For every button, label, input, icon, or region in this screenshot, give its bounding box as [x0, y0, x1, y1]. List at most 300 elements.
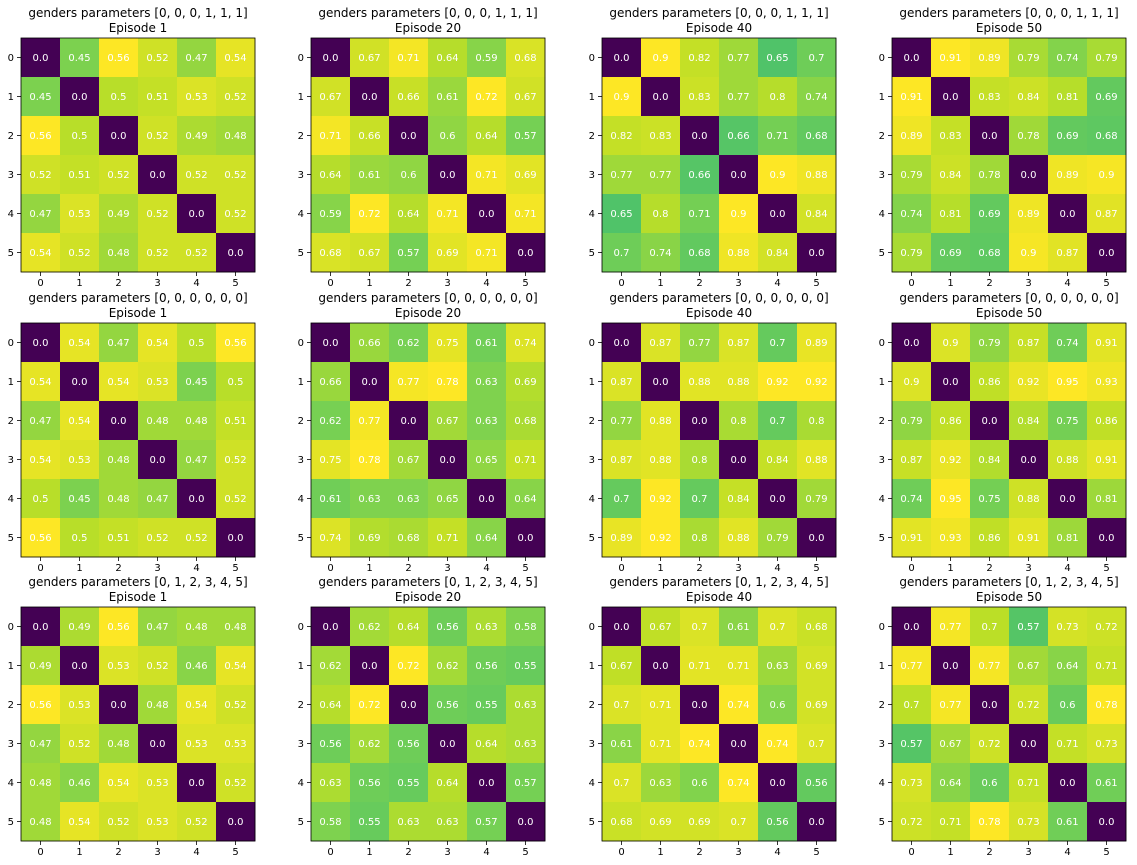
- cell-value-label: 0.54: [68, 416, 91, 427]
- cell-value-label: 0.52: [107, 817, 130, 828]
- panel-subtitle: Episode 20: [394, 21, 462, 35]
- cell-value-label: 0.93: [939, 533, 962, 544]
- y-tick-label: 2: [878, 416, 885, 427]
- panel-subtitle: Episode 1: [108, 306, 168, 320]
- cell-value-label: 0.53: [185, 92, 208, 103]
- x-tick-label: 0: [618, 847, 625, 858]
- cell-value-label: 0.0: [613, 622, 630, 633]
- cell-value-label: 0.54: [68, 817, 91, 828]
- cell-value-label: 0.52: [224, 170, 247, 181]
- cell-value-label: 0.74: [727, 778, 750, 789]
- y-tick-label: 2: [588, 700, 595, 711]
- x-tick-label: 4: [483, 278, 490, 289]
- y-tick-label: 1: [7, 92, 14, 103]
- cell-value-label: 0.48: [107, 494, 130, 505]
- cell-value-label: 0.0: [71, 377, 88, 388]
- cell-value-label: 0.8: [808, 416, 825, 427]
- cell-value-label: 0.79: [1017, 53, 1040, 64]
- cell-value-label: 0.52: [146, 533, 169, 544]
- y-tick-label: 1: [297, 661, 304, 672]
- cell-value-label: 0.53: [185, 739, 208, 750]
- heatmap-panel: [879, 6, 1127, 289]
- y-tick-label: 1: [588, 92, 595, 103]
- x-tick-label: 0: [618, 278, 625, 289]
- cell-value-label: 0.92: [939, 455, 962, 466]
- cell-value-label: 0.67: [436, 416, 459, 427]
- panel-title: genders parameters [0, 1, 2, 3, 4, 5]: [899, 575, 1119, 589]
- x-tick-label: 1: [366, 563, 373, 574]
- panel-subtitle: Episode 50: [975, 590, 1043, 604]
- panel-subtitle: Episode 1: [108, 590, 168, 604]
- cell-value-label: 0.71: [939, 817, 962, 828]
- x-tick-label: 2: [405, 278, 412, 289]
- cell-value-label: 0.49: [185, 131, 208, 142]
- cell-value-label: 0.56: [358, 778, 381, 789]
- cell-value-label: 0.0: [110, 700, 127, 711]
- cell-value-label: 0.7: [769, 622, 786, 633]
- cell-value-label: 0.77: [727, 92, 750, 103]
- panel-title: genders parameters [0, 0, 0, 1, 1, 1]: [899, 6, 1119, 20]
- y-tick-label: 2: [878, 131, 885, 142]
- cell-value-label: 0.0: [981, 131, 998, 142]
- cell-value-label: 0.0: [188, 778, 205, 789]
- x-tick-label: 2: [405, 847, 412, 858]
- x-tick-label: 1: [657, 847, 664, 858]
- cell-value-label: 0.56: [107, 622, 130, 633]
- cell-value-label: 0.0: [517, 817, 534, 828]
- cell-value-label: 0.73: [1056, 622, 1079, 633]
- cell-value-label: 0.66: [319, 377, 342, 388]
- cell-value-label: 0.53: [146, 817, 169, 828]
- cell-value-label: 0.78: [1095, 700, 1118, 711]
- cell-value-label: 0.0: [149, 455, 166, 466]
- cell-value-label: 0.78: [978, 170, 1001, 181]
- cell-value-label: 0.71: [319, 131, 342, 142]
- cell-value-label: 0.79: [978, 338, 1001, 349]
- y-tick-label: 1: [878, 377, 885, 388]
- cell-value-label: 0.77: [939, 622, 962, 633]
- cell-value-label: 0.6: [439, 131, 456, 142]
- x-tick-label: 2: [115, 563, 122, 574]
- cell-value-label: 0.74: [900, 494, 923, 505]
- y-tick-label: 4: [878, 209, 885, 220]
- cell-value-label: 0.68: [610, 817, 633, 828]
- cell-value-label: 0.51: [107, 533, 130, 544]
- y-tick-label: 5: [878, 248, 885, 259]
- cell-value-label: 0.91: [1095, 338, 1118, 349]
- cell-value-label: 0.63: [397, 494, 420, 505]
- cell-value-label: 0.63: [514, 739, 537, 750]
- panel-title: genders parameters [0, 0, 0, 0, 0, 0]: [318, 291, 538, 305]
- heatmap-panel: [8, 291, 256, 574]
- cell-value-label: 0.53: [107, 661, 130, 672]
- cell-value-label: 0.77: [610, 416, 633, 427]
- cell-value-label: 0.65: [766, 53, 789, 64]
- cell-value-label: 0.63: [649, 778, 672, 789]
- cell-value-label: 0.71: [514, 455, 537, 466]
- y-tick-label: 1: [297, 377, 304, 388]
- cell-value-label: 0.71: [688, 661, 711, 672]
- cell-value-label: 0.88: [1056, 455, 1079, 466]
- x-tick-label: 1: [947, 278, 954, 289]
- cell-value-label: 0.69: [649, 817, 672, 828]
- cell-value-label: 0.65: [610, 209, 633, 220]
- cell-value-label: 0.48: [107, 739, 130, 750]
- cell-value-label: 0.54: [107, 377, 130, 388]
- cell-value-label: 0.45: [68, 494, 91, 505]
- cell-value-label: 0.64: [397, 622, 420, 633]
- x-tick-label: 5: [232, 563, 239, 574]
- cell-value-label: 0.67: [319, 92, 342, 103]
- cell-value-label: 0.45: [29, 92, 52, 103]
- cell-value-label: 0.72: [1017, 700, 1040, 711]
- x-tick-label: 4: [774, 563, 781, 574]
- cell-value-label: 0.52: [224, 700, 247, 711]
- cell-value-label: 0.54: [224, 53, 247, 64]
- cell-value-label: 0.71: [649, 739, 672, 750]
- cell-value-label: 0.88: [727, 377, 750, 388]
- cell-value-label: 0.0: [691, 131, 708, 142]
- cell-value-label: 0.59: [475, 53, 498, 64]
- cell-value-label: 0.95: [1056, 377, 1079, 388]
- cell-value-label: 0.74: [514, 338, 537, 349]
- cell-value-label: 0.0: [1059, 778, 1076, 789]
- panel-title: genders parameters [0, 0, 0, 0, 0, 0]: [899, 291, 1119, 305]
- heatmap-panel: [879, 291, 1127, 574]
- x-tick-label: 1: [657, 278, 664, 289]
- cell-value-label: 0.68: [397, 533, 420, 544]
- cell-value-label: 0.91: [900, 533, 923, 544]
- cell-value-label: 0.93: [1095, 377, 1118, 388]
- cell-value-label: 0.77: [688, 338, 711, 349]
- cell-value-label: 0.62: [319, 661, 342, 672]
- cell-value-label: 0.72: [397, 661, 420, 672]
- y-tick-label: 0: [588, 53, 595, 64]
- y-tick-label: 5: [297, 533, 304, 544]
- cell-value-label: 0.0: [149, 739, 166, 750]
- cell-value-label: 0.71: [766, 131, 789, 142]
- x-tick-label: 1: [366, 847, 373, 858]
- y-tick-label: 3: [7, 739, 14, 750]
- y-tick-label: 0: [7, 338, 14, 349]
- x-tick-label: 0: [37, 847, 44, 858]
- x-tick-label: 1: [76, 847, 83, 858]
- cell-value-label: 0.45: [68, 53, 91, 64]
- cell-value-label: 0.88: [688, 377, 711, 388]
- cell-value-label: 0.72: [475, 92, 498, 103]
- cell-value-label: 0.0: [769, 778, 786, 789]
- cell-value-label: 0.0: [32, 622, 49, 633]
- x-tick-label: 3: [735, 563, 742, 574]
- cell-value-label: 0.67: [358, 248, 381, 259]
- cell-value-label: 0.47: [29, 416, 52, 427]
- cell-value-label: 0.63: [475, 622, 498, 633]
- y-tick-label: 5: [878, 817, 885, 828]
- y-tick-label: 4: [588, 494, 595, 505]
- y-tick-label: 5: [878, 533, 885, 544]
- cell-value-label: 0.74: [900, 209, 923, 220]
- cell-value-label: 0.81: [1056, 533, 1079, 544]
- cell-value-label: 0.0: [1059, 209, 1076, 220]
- cell-value-label: 0.0: [691, 416, 708, 427]
- cell-value-label: 0.52: [224, 92, 247, 103]
- cell-value-label: 0.9: [903, 377, 920, 388]
- cell-value-label: 0.78: [978, 817, 1001, 828]
- cell-value-label: 0.0: [149, 170, 166, 181]
- y-tick-label: 4: [7, 209, 14, 220]
- x-tick-label: 0: [327, 278, 334, 289]
- cell-value-label: 0.5: [188, 338, 205, 349]
- cell-value-label: 0.48: [29, 817, 52, 828]
- x-tick-label: 3: [1025, 563, 1032, 574]
- cell-value-label: 0.68: [319, 248, 342, 259]
- cell-value-label: 0.65: [436, 494, 459, 505]
- cell-value-label: 0.72: [1095, 622, 1118, 633]
- cell-value-label: 0.68: [1095, 131, 1118, 142]
- y-tick-label: 4: [297, 778, 304, 789]
- x-tick-label: 0: [37, 278, 44, 289]
- y-tick-label: 3: [878, 455, 885, 466]
- x-tick-label: 1: [366, 278, 373, 289]
- cell-value-label: 0.72: [358, 209, 381, 220]
- cell-value-label: 0.95: [939, 494, 962, 505]
- cell-value-label: 0.89: [978, 53, 1001, 64]
- cell-value-label: 0.72: [978, 739, 1001, 750]
- cell-value-label: 0.64: [319, 700, 342, 711]
- cell-value-label: 0.87: [1095, 209, 1118, 220]
- cell-value-label: 0.5: [32, 494, 49, 505]
- cell-value-label: 0.54: [29, 455, 52, 466]
- cell-value-label: 0.8: [769, 92, 786, 103]
- cell-value-label: 0.0: [478, 209, 495, 220]
- cell-value-label: 0.54: [29, 377, 52, 388]
- cell-value-label: 0.57: [475, 817, 498, 828]
- cell-value-label: 0.52: [146, 248, 169, 259]
- cell-value-label: 0.56: [436, 622, 459, 633]
- cell-value-label: 0.0: [942, 661, 959, 672]
- cell-value-label: 0.54: [146, 338, 169, 349]
- y-tick-label: 1: [7, 661, 14, 672]
- cell-value-label: 0.55: [358, 817, 381, 828]
- cell-value-label: 0.0: [439, 170, 456, 181]
- cell-value-label: 0.53: [146, 778, 169, 789]
- cell-value-label: 0.86: [1095, 416, 1118, 427]
- cell-value-label: 0.0: [322, 338, 339, 349]
- cell-value-label: 0.88: [1017, 494, 1040, 505]
- cell-value-label: 0.5: [71, 533, 88, 544]
- cell-value-label: 0.87: [1056, 248, 1079, 259]
- y-tick-label: 0: [588, 622, 595, 633]
- cell-value-label: 0.67: [358, 53, 381, 64]
- panel-title: genders parameters [0, 0, 0, 1, 1, 1]: [28, 6, 248, 20]
- cell-value-label: 0.69: [514, 170, 537, 181]
- cell-value-label: 0.92: [649, 533, 672, 544]
- cell-value-label: 0.57: [1017, 622, 1040, 633]
- cell-value-label: 0.0: [322, 622, 339, 633]
- cell-value-label: 0.63: [436, 817, 459, 828]
- cell-value-label: 0.89: [805, 338, 828, 349]
- cell-value-label: 0.84: [1017, 92, 1040, 103]
- cell-value-label: 0.75: [1056, 416, 1079, 427]
- cell-value-label: 0.61: [436, 92, 459, 103]
- cell-value-label: 0.69: [514, 377, 537, 388]
- x-tick-label: 3: [1025, 847, 1032, 858]
- cell-value-label: 0.61: [319, 494, 342, 505]
- x-tick-label: 2: [986, 278, 993, 289]
- cell-value-label: 0.69: [358, 533, 381, 544]
- cell-value-label: 0.7: [691, 622, 708, 633]
- cell-value-label: 0.0: [1098, 533, 1115, 544]
- cell-value-label: 0.68: [805, 622, 828, 633]
- cell-value-label: 0.8: [691, 455, 708, 466]
- cell-value-label: 0.57: [514, 778, 537, 789]
- cell-value-label: 0.56: [29, 700, 52, 711]
- x-tick-label: 2: [696, 847, 703, 858]
- cell-value-label: 0.8: [691, 533, 708, 544]
- cell-value-label: 0.5: [227, 377, 244, 388]
- y-tick-label: 0: [878, 53, 885, 64]
- cell-value-label: 0.0: [439, 455, 456, 466]
- cell-value-label: 0.88: [727, 248, 750, 259]
- cell-value-label: 0.0: [227, 248, 244, 259]
- cell-value-label: 0.0: [903, 53, 920, 64]
- cell-value-label: 0.56: [766, 817, 789, 828]
- cell-value-label: 0.79: [1095, 53, 1118, 64]
- cell-value-label: 0.79: [766, 533, 789, 544]
- y-tick-label: 5: [297, 248, 304, 259]
- cell-value-label: 0.52: [146, 131, 169, 142]
- x-tick-label: 0: [37, 563, 44, 574]
- cell-value-label: 0.56: [107, 53, 130, 64]
- cell-value-label: 0.69: [939, 248, 962, 259]
- cell-value-label: 0.53: [68, 209, 91, 220]
- x-tick-label: 4: [1064, 278, 1071, 289]
- cell-value-label: 0.0: [903, 622, 920, 633]
- cell-value-label: 0.0: [730, 739, 747, 750]
- y-tick-label: 0: [7, 622, 14, 633]
- cell-value-label: 0.0: [1020, 170, 1037, 181]
- cell-value-label: 0.0: [942, 377, 959, 388]
- cell-value-label: 0.7: [769, 338, 786, 349]
- cell-value-label: 0.84: [1017, 416, 1040, 427]
- heatmap-panel: [879, 575, 1127, 858]
- cell-value-label: 0.64: [1056, 661, 1079, 672]
- cell-value-label: 0.48: [146, 416, 169, 427]
- y-tick-label: 2: [7, 416, 14, 427]
- cell-value-label: 0.74: [805, 92, 828, 103]
- y-tick-label: 2: [297, 131, 304, 142]
- cell-value-label: 0.88: [805, 455, 828, 466]
- heatmap-panel: [8, 6, 256, 289]
- cell-value-label: 0.79: [805, 494, 828, 505]
- cell-value-label: 0.65: [475, 455, 498, 466]
- cell-value-label: 0.52: [224, 455, 247, 466]
- cell-value-label: 0.7: [808, 53, 825, 64]
- cell-value-label: 0.56: [29, 533, 52, 544]
- cell-value-label: 0.52: [107, 170, 130, 181]
- y-tick-label: 5: [7, 817, 14, 828]
- panel-subtitle: Episode 50: [975, 306, 1043, 320]
- cell-value-label: 0.64: [436, 778, 459, 789]
- cell-value-label: 0.54: [68, 338, 91, 349]
- cell-value-label: 0.71: [436, 209, 459, 220]
- cell-value-label: 0.48: [107, 248, 130, 259]
- cell-value-label: 0.51: [224, 416, 247, 427]
- x-tick-label: 2: [405, 563, 412, 574]
- cell-value-label: 0.84: [766, 248, 789, 259]
- cell-value-label: 0.78: [358, 455, 381, 466]
- cell-value-label: 0.67: [939, 739, 962, 750]
- y-tick-label: 0: [7, 53, 14, 64]
- cell-value-label: 0.67: [610, 661, 633, 672]
- x-tick-label: 0: [908, 278, 915, 289]
- x-tick-label: 2: [115, 278, 122, 289]
- cell-value-label: 0.48: [224, 131, 247, 142]
- cell-value-label: 0.67: [1017, 661, 1040, 672]
- cell-value-label: 0.0: [110, 416, 127, 427]
- cell-value-label: 0.61: [1056, 817, 1079, 828]
- heatmap-panel: [589, 575, 837, 858]
- cell-value-label: 0.69: [1095, 92, 1118, 103]
- y-tick-label: 5: [588, 817, 595, 828]
- cell-value-label: 0.77: [727, 53, 750, 64]
- cell-value-label: 0.71: [1056, 739, 1079, 750]
- cell-value-label: 0.84: [805, 209, 828, 220]
- cell-value-label: 0.79: [900, 416, 923, 427]
- y-tick-label: 4: [878, 494, 885, 505]
- cell-value-label: 0.91: [900, 92, 923, 103]
- y-tick-label: 4: [588, 209, 595, 220]
- cell-value-label: 0.66: [358, 131, 381, 142]
- cell-value-label: 0.7: [613, 700, 630, 711]
- cell-value-label: 0.9: [942, 338, 959, 349]
- panel-subtitle: Episode 40: [685, 21, 753, 35]
- cell-value-label: 0.88: [805, 170, 828, 181]
- cell-value-label: 0.7: [808, 739, 825, 750]
- cell-value-label: 0.67: [514, 92, 537, 103]
- cell-value-label: 0.74: [1056, 53, 1079, 64]
- y-tick-label: 5: [588, 248, 595, 259]
- cell-value-label: 0.89: [900, 131, 923, 142]
- cell-value-label: 0.56: [397, 739, 420, 750]
- cell-value-label: 0.69: [978, 209, 1001, 220]
- panel-subtitle: Episode 1: [108, 21, 168, 35]
- cell-value-label: 0.47: [29, 739, 52, 750]
- cell-value-label: 0.7: [769, 416, 786, 427]
- cell-value-label: 0.61: [1095, 778, 1118, 789]
- y-tick-label: 0: [297, 338, 304, 349]
- x-tick-label: 5: [1103, 278, 1110, 289]
- cell-value-label: 0.68: [805, 131, 828, 142]
- cell-value-label: 0.0: [400, 700, 417, 711]
- cell-value-label: 0.84: [727, 494, 750, 505]
- cell-value-label: 0.91: [1095, 455, 1118, 466]
- cell-value-label: 0.7: [903, 700, 920, 711]
- cell-value-label: 0.54: [185, 700, 208, 711]
- cell-value-label: 0.53: [224, 739, 247, 750]
- cell-value-label: 0.91: [1017, 533, 1040, 544]
- heatmap-panel: [8, 575, 256, 858]
- cell-value-label: 0.66: [727, 131, 750, 142]
- cell-value-label: 0.48: [146, 700, 169, 711]
- y-tick-label: 4: [297, 209, 304, 220]
- cell-value-label: 0.48: [29, 778, 52, 789]
- x-tick-label: 2: [696, 563, 703, 574]
- cell-value-label: 0.86: [978, 377, 1001, 388]
- x-tick-label: 0: [327, 847, 334, 858]
- cell-value-label: 0.0: [1098, 817, 1115, 828]
- y-tick-label: 0: [878, 338, 885, 349]
